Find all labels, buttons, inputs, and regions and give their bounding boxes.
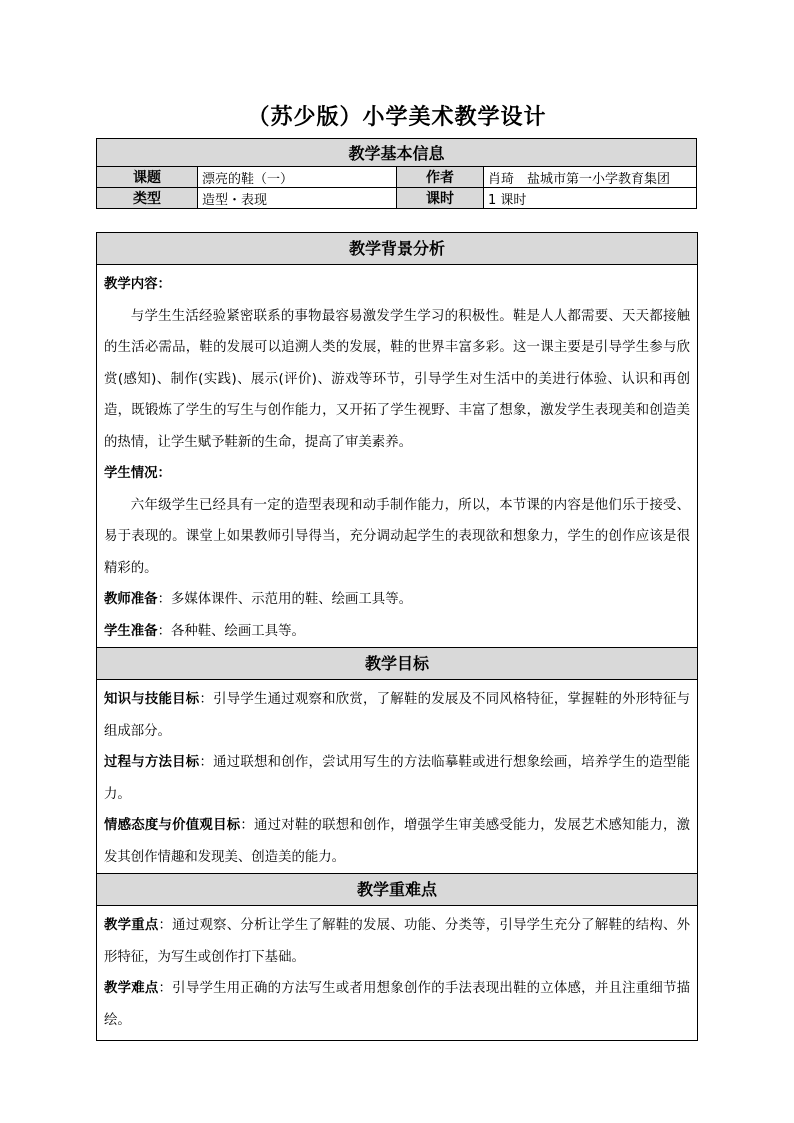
background-body [97,265,697,647]
student-prep-label: 学生准备 [104,623,158,639]
topic-value: 漂亮的鞋（一） [198,167,397,188]
keypoints-body [97,906,697,1040]
hours-value: 1 课时 [484,188,697,209]
focus-text: ：通过观察、分析让学生了解鞋的发展、功能、分类等，引导学生充分了解鞋的结构、外形特征，为写生或创作打下基础。 [104,918,691,965]
knowledge-text: ：引导学生通过观察和欣赏，了解鞋的发展及不同风格特征，掌握鞋的外形特征与组成部分。 [104,692,690,739]
author-value: 肖琦 盐城市第一小学教育集团 [484,167,697,188]
teacher-prep [104,584,690,616]
process-label: 过程与方法目标 [104,755,200,770]
content-text: 与学生生活经验紧密联系的事物最容易激发学生学习的积极性。鞋是人人都需要、天天都接触的生活必需品，鞋的发展可以追溯人类的发展，鞋的世界丰富多彩。这一课主要是引导学生参与欣赏(感知)、制作(实践)、展示(评价)、游戏等环节，引导学生对生活中的美进行体验、认识和再创造，既锻炼了学生的写生与创作能力，又开拓了学生视野、丰富了想象，激发学生表现美和创造美的热情，让学生赋予鞋新的生命，提高了审美素养。 [104,308,690,450]
emotion-text: ：通过对鞋的联想和创作，增强学生审美感受能力，发展艺术感知能力，激发其创作情趣和发现美、创造美的能力。 [104,818,691,865]
type-value: 造型・表现 [198,188,397,209]
teaching-difficulty [104,973,690,1036]
topic-label: 课题 [97,167,198,188]
basic-info-header: 教学基本信息 [97,139,697,167]
students-text: 六年级学生已经具有一定的造型表现和动手制作能力，所以，本节课的内容是他们乐于接受、易于表现的。课堂上如果教师引导得当，充分调动起学生的表现欲和想象力，学生的创作应该是很精彩的。 [104,497,690,576]
author-label: 作者 [397,167,484,188]
knowledge-label: 知识与技能目标 [104,692,200,707]
type-label: 类型 [97,188,198,209]
analysis-block [96,232,698,1041]
objectives-header: 教学目标 [97,647,697,680]
teacher-prep-text: ：多媒体课件、示范用的鞋、绘画工具等。 [157,592,412,607]
focus-label: 教学重点 [104,918,159,933]
process-text: ：通过联想和创作，尝试用写生的方法临摹鞋或进行想象绘画，培养学生的造型能力。 [104,755,690,802]
emotion-label: 情感态度与价值观目标 [104,818,241,833]
document-title: （苏少版）小学美术教学设计 [247,105,547,130]
objectives-body [97,680,697,873]
background-header: 教学背景分析 [97,233,697,265]
student-prep-text: ：各种鞋、绘画工具等。 [157,623,305,639]
basic-info-table [96,138,697,209]
knowledge-objective [104,684,690,747]
hours-label: 课时 [397,188,484,209]
teaching-focus [104,910,690,973]
student-prep [104,616,690,648]
students-label: 学生情况： [104,466,171,481]
content-label: 教学内容： [104,277,171,292]
teacher-prep-label: 教师准备 [104,592,158,607]
difficulty-label: 教学难点 [104,981,159,996]
process-objective [104,747,690,810]
keypoints-header: 教学重难点 [97,873,697,906]
emotion-objective [104,810,690,873]
difficulty-text: ：引导学生用正确的方法写生或者用想象创作的手法表现出鞋的立体感，并且注重细节描绘。 [104,981,691,1028]
